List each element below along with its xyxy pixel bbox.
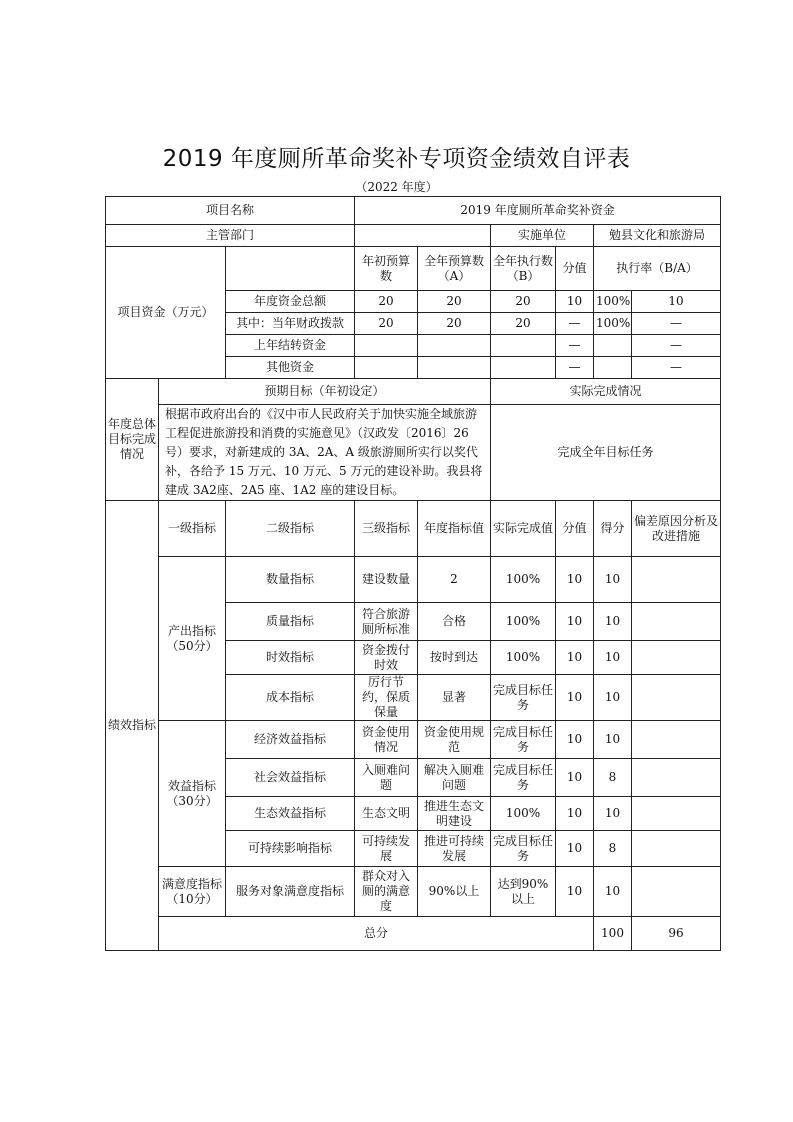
funds-header: 全年预算数（A） xyxy=(418,247,491,291)
project-name-label: 项目名称 xyxy=(106,197,355,225)
dept-row xyxy=(106,225,721,247)
perf-reason xyxy=(632,557,721,603)
impl-label: 实施单位 xyxy=(491,225,594,247)
funds-cell: — xyxy=(556,313,594,335)
perf-actual: 100% xyxy=(491,603,556,641)
perf-weight: 10 xyxy=(556,603,594,641)
perf-header-row xyxy=(106,501,721,557)
funds-cell: 10 xyxy=(632,291,721,313)
funds-cell: 20 xyxy=(418,291,491,313)
funds-cell xyxy=(491,357,556,379)
perf-weight: 10 xyxy=(556,721,594,759)
perf-score: 8 xyxy=(594,831,632,867)
perf-actual: 达到90%以上 xyxy=(491,867,556,917)
total-row xyxy=(106,917,721,951)
goals-label: 年度总体目标完成情况 xyxy=(106,379,159,501)
funds-header-blank xyxy=(226,247,355,291)
funds-header: 执行率（B/A） xyxy=(594,247,721,291)
perf-actual: 完成目标任务 xyxy=(491,831,556,867)
perf-actual: 100% xyxy=(491,797,556,831)
funds-cell xyxy=(418,335,491,357)
funds-cell xyxy=(418,357,491,379)
perf-l2: 数量指标 xyxy=(226,557,355,603)
perf-reason xyxy=(632,721,721,759)
perf-weight: 10 xyxy=(556,867,594,917)
perf-weight: 10 xyxy=(556,557,594,603)
perf-header: 实际完成值 xyxy=(491,501,556,557)
perf-level1: 产出指标（50分） xyxy=(159,557,226,721)
funds-cell: — xyxy=(632,335,721,357)
perf-header: 偏差原因分析及改进措施 xyxy=(632,501,721,557)
perf-l2: 社会效益指标 xyxy=(226,759,355,797)
perf-actual: 完成目标任务 xyxy=(491,721,556,759)
funds-cell: — xyxy=(632,357,721,379)
funds-cell: 100% xyxy=(594,291,632,313)
perf-l3: 资金使用情况 xyxy=(355,721,418,759)
perf-actual: 完成目标任务 xyxy=(491,675,556,721)
perf-reason xyxy=(632,603,721,641)
page-subtitle: （2022 年度） xyxy=(355,180,438,194)
perf-level1: 效益指标（30分） xyxy=(159,721,226,867)
perf-l2: 可持续影响指标 xyxy=(226,831,355,867)
perf-row xyxy=(106,721,721,759)
funds-cell: 20 xyxy=(491,291,556,313)
perf-header: 得分 xyxy=(594,501,632,557)
perf-l3: 资金拨付时效 xyxy=(355,641,418,675)
funds-row-name: 其中：当年财政拨款 xyxy=(226,313,355,335)
funds-cell: 20 xyxy=(418,313,491,335)
total-weight: 100 xyxy=(594,917,632,951)
funds-row-name: 其他资金 xyxy=(226,357,355,379)
goals-actual-header: 实际完成情况 xyxy=(491,379,721,405)
total-label: 总分 xyxy=(159,917,594,951)
perf-l3: 厉行节约，保质保量 xyxy=(355,675,418,721)
perf-reason xyxy=(632,831,721,867)
goals-expected-text: 根据市政府出台的《汉中市人民政府关于加快实施全域旅游工程促进旅游投和消费的实施意见》（汉政发〔2016〕26 号）要求，对新建成的 3A、2A、A 级旅游厕所实行以奖代补，各给予 15 万元、10 万元、5 万元的建设补助。我县将建成 3A2座、2A5 座、1A2 座的建设目标。 xyxy=(159,405,491,501)
goals-body-row xyxy=(106,405,721,501)
funds-cell: 20 xyxy=(491,313,556,335)
perf-score: 10 xyxy=(594,721,632,759)
perf-score: 10 xyxy=(594,867,632,917)
perf-weight: 10 xyxy=(556,641,594,675)
perf-target: 显著 xyxy=(418,675,491,721)
perf-weight: 10 xyxy=(556,675,594,721)
perf-weight: 10 xyxy=(556,759,594,797)
perf-score: 10 xyxy=(594,557,632,603)
funds-row-name: 年度资金总额 xyxy=(226,291,355,313)
funds-cell: 20 xyxy=(355,313,418,335)
dept-label: 主管部门 xyxy=(106,225,355,247)
perf-reason xyxy=(632,867,721,917)
perf-target: 资金使用规范 xyxy=(418,721,491,759)
perf-target: 按时到达 xyxy=(418,641,491,675)
perf-target: 解决入厕难问题 xyxy=(418,759,491,797)
perf-reason xyxy=(632,675,721,721)
perf-l3: 建设数量 xyxy=(355,557,418,603)
perf-level1: 满意度指标（10分） xyxy=(159,867,226,917)
perf-weight: 10 xyxy=(556,831,594,867)
project-name-value: 2019 年度厕所革命奖补资金 xyxy=(355,197,721,225)
perf-l3: 生态文明 xyxy=(355,797,418,831)
perf-score: 10 xyxy=(594,603,632,641)
evaluation-table xyxy=(105,196,721,951)
perf-score: 10 xyxy=(594,675,632,721)
perf-target: 2 xyxy=(418,557,491,603)
perf-row xyxy=(106,557,721,603)
funds-cell: — xyxy=(556,357,594,379)
goals-header-row xyxy=(106,379,721,405)
funds-header: 年初预算数 xyxy=(355,247,418,291)
funds-cell xyxy=(355,357,418,379)
perf-actual: 完成目标任务 xyxy=(491,759,556,797)
perf-reason xyxy=(632,759,721,797)
perf-l3: 入厕难问题 xyxy=(355,759,418,797)
page-title: 2019 年度厕所革命奖补专项资金绩效自评表 xyxy=(162,146,631,172)
funds-cell: — xyxy=(556,335,594,357)
funds-header-row xyxy=(106,247,721,291)
perf-l2: 成本指标 xyxy=(226,675,355,721)
perf-actual: 100% xyxy=(491,641,556,675)
perf-l2: 时效指标 xyxy=(226,641,355,675)
goals-actual-text: 完成全年目标任务 xyxy=(491,405,721,501)
perf-l3: 群众对入厕的满意度 xyxy=(355,867,418,917)
perf-l2: 质量指标 xyxy=(226,603,355,641)
perf-l2: 服务对象满意度指标 xyxy=(226,867,355,917)
perf-l2: 经济效益指标 xyxy=(226,721,355,759)
perf-l3: 可持续发展 xyxy=(355,831,418,867)
funds-cell xyxy=(594,357,632,379)
funds-cell: 20 xyxy=(355,291,418,313)
perf-target: 推进可持续发展 xyxy=(418,831,491,867)
perf-row xyxy=(106,867,721,917)
perf-actual: 100% xyxy=(491,557,556,603)
perf-header: 一级指标 xyxy=(159,501,226,557)
total-score: 96 xyxy=(632,917,721,951)
perf-header: 二级指标 xyxy=(226,501,355,557)
dept-value xyxy=(355,225,491,247)
impl-value: 勉县文化和旅游局 xyxy=(594,225,721,247)
perf-score: 10 xyxy=(594,797,632,831)
funds-cell xyxy=(491,335,556,357)
perf-header: 分值 xyxy=(556,501,594,557)
perf-target: 90%以上 xyxy=(418,867,491,917)
perf-header: 三级指标 xyxy=(355,501,418,557)
funds-label: 项目资金（万元） xyxy=(106,247,226,379)
goals-expected-header: 预期目标（年初设定） xyxy=(159,379,491,405)
perf-label: 绩效指标 xyxy=(106,501,159,951)
funds-cell: — xyxy=(632,313,721,335)
funds-row-name: 上年结转资金 xyxy=(226,335,355,357)
funds-cell: 100% xyxy=(594,313,632,335)
funds-cell: 10 xyxy=(556,291,594,313)
perf-reason xyxy=(632,641,721,675)
perf-l3: 符合旅游厕所标准 xyxy=(355,603,418,641)
funds-header: 分值 xyxy=(556,247,594,291)
funds-header: 全年执行数（B） xyxy=(491,247,556,291)
perf-score: 10 xyxy=(594,641,632,675)
perf-reason xyxy=(632,797,721,831)
perf-l2: 生态效益指标 xyxy=(226,797,355,831)
project-name-row xyxy=(106,197,721,225)
perf-header: 年度指标值 xyxy=(418,501,491,557)
perf-target: 推进生态文明建设 xyxy=(418,797,491,831)
perf-weight: 10 xyxy=(556,797,594,831)
perf-target: 合格 xyxy=(418,603,491,641)
funds-cell xyxy=(594,335,632,357)
perf-score: 8 xyxy=(594,759,632,797)
funds-cell xyxy=(355,335,418,357)
